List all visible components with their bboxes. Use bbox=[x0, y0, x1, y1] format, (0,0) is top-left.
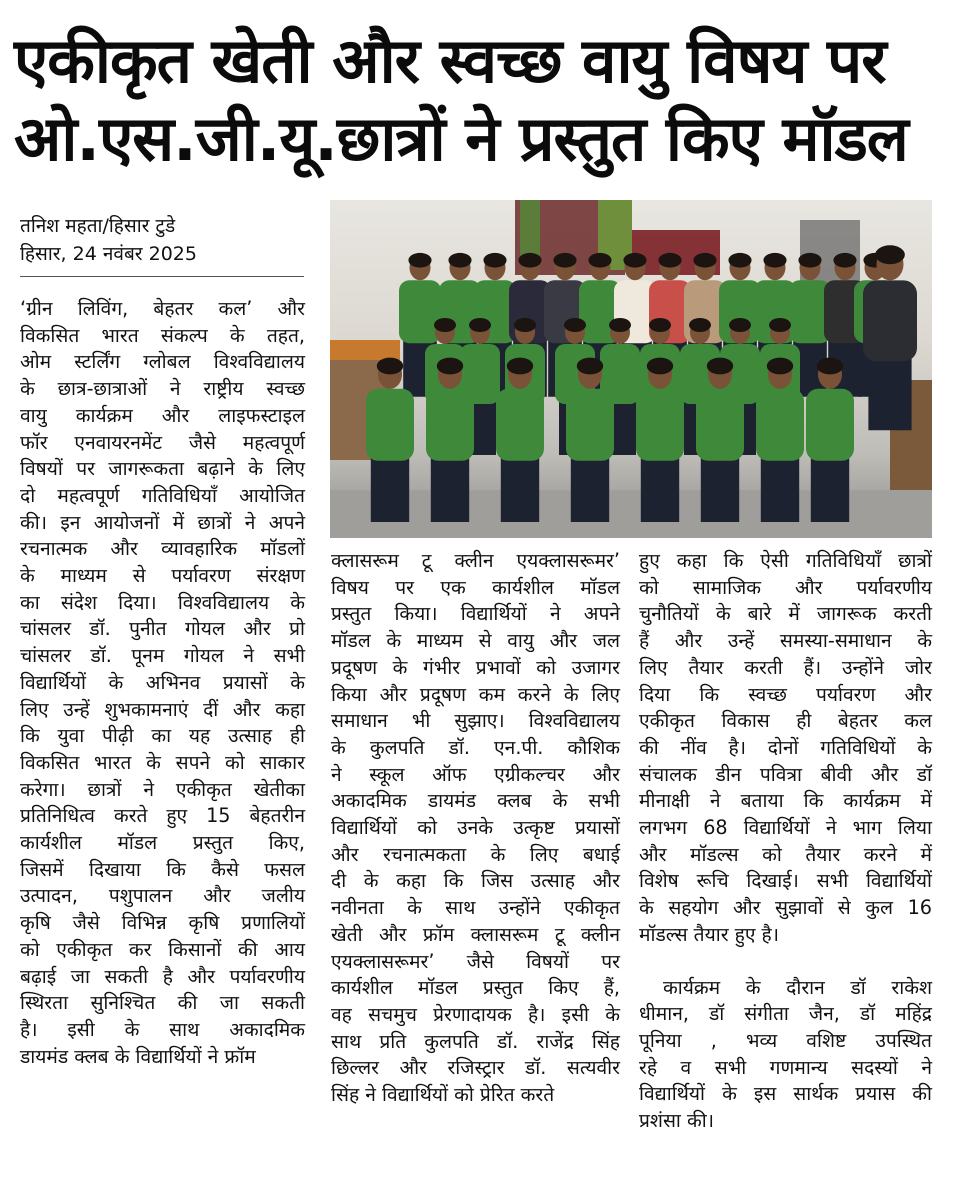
article-line: ओम स्टर्लिंग ग्लोबल विश्वविद्यालय bbox=[20, 350, 305, 374]
article-line: सिंह ने विद्यार्थियों को प्रेरित करते bbox=[331, 1083, 555, 1107]
article-line: दिया कि स्वच्छ पर्यावरण और bbox=[639, 682, 932, 706]
article-line: वायु कार्यक्रम और लाइफस्टाइल bbox=[20, 403, 305, 427]
article-line: की नींव है। दोनों गतिविधियों के bbox=[639, 735, 932, 759]
article-line: को एकीकृत कर किसानों की आय bbox=[20, 937, 305, 961]
article-line: प्रतिनिधित्व करते हुए 15 बेहतरीन bbox=[20, 804, 305, 828]
article-line: खेती और फ्रॉम क्लासरूम टू क्लीन bbox=[331, 922, 620, 946]
article-line: कार्यशील मॉडल प्रस्तुत किए हैं, bbox=[331, 976, 620, 1000]
article-column-1 bbox=[20, 296, 305, 1070]
article-line: हैं और उन्हें समस्या-समाधान के bbox=[639, 629, 932, 653]
group-photo-icon bbox=[330, 200, 932, 538]
article-line: का संदेश दिया। विश्वविद्यालय के bbox=[20, 590, 305, 614]
article-column-2 bbox=[331, 548, 620, 1109]
article-line: मॉडल्स तैयार हुए है। bbox=[639, 922, 780, 946]
article-line: बढ़ाई जा सकती है और पर्यावरणीय bbox=[20, 964, 305, 988]
article-line: को सामाजिक और पर्यावरणीय bbox=[639, 575, 932, 599]
article-line: चुनौतियों के बारे में जागरूक करती bbox=[639, 602, 932, 626]
article-line: लिए तैयार करती हैं। उन्होंने जोर bbox=[639, 655, 932, 679]
article-line: के कुलपति डॉ. एन.पी. कौशिक bbox=[331, 735, 620, 759]
article-line: नवीनता के साथ उन्होंने एकीकृत bbox=[331, 896, 620, 920]
article-line: के सहयोग और सुझावों से कुल 16 bbox=[639, 896, 932, 920]
article-line: विकसित भारत संकल्प के तहत, bbox=[20, 323, 305, 347]
article-line: कृषि जैसे विभिन्न कृषि प्रणालियों bbox=[20, 911, 305, 935]
article-line: दी के कहा कि जिस उत्साह और bbox=[331, 869, 620, 893]
article-line: एकीकृत विकास ही बेहतर कल bbox=[639, 709, 932, 733]
group-photo bbox=[330, 200, 932, 538]
article-line: स्थिरता सुनिश्चित की जा सकती bbox=[20, 991, 305, 1015]
article-line: करेगा। छात्रों ने एकीकृत खेतीका bbox=[20, 777, 305, 801]
article-line: विद्यार्थियों के अभिनव प्रयासों के bbox=[20, 670, 305, 694]
article-line: हुए कहा कि ऐसी गतिविधियाँ छात्रों bbox=[639, 549, 932, 572]
article-line: कार्यक्रम के दौरान डॉ राकेश bbox=[663, 975, 932, 999]
article-line: साथ प्रति कुलपति डॉ. राजेंद्र सिंह bbox=[331, 1029, 620, 1053]
article-line: ने स्कूल ऑफ एग्रीकल्चर और bbox=[331, 762, 620, 786]
article-line: कि युवा पीढ़ी का यह उत्साह ही bbox=[20, 724, 305, 748]
article-line: मॉडल के माध्यम से वायु और जल bbox=[331, 629, 620, 653]
article-line: फॉर एनवायरनमेंट जैसे महत्वपूर्ण bbox=[20, 430, 305, 454]
article-line: रहे व सभी गणमान्य सदस्यों ने bbox=[639, 1055, 932, 1079]
article-line: के माध्यम से पर्यावरण संरक्षण bbox=[20, 564, 305, 588]
byline bbox=[20, 212, 305, 268]
article-line: विशेष रूचि दिखाई। सभी विद्यार्थियों bbox=[639, 869, 932, 893]
article-line: प्रस्तुत किया। विद्यार्थियों ने अपने bbox=[331, 602, 620, 626]
article-line: दो महत्वपूर्ण गतिविधियाँ आयोजित bbox=[20, 483, 305, 507]
article-line: लगभग 68 विद्यार्थियों ने भाग लिया bbox=[639, 816, 932, 840]
article-line: जिसमें दिखाया कि कैसे फसल bbox=[20, 857, 305, 881]
article-line: के छात्र-छात्राओं ने राष्ट्रीय स्वच्छ bbox=[20, 377, 305, 401]
article-line: क्लासरूम टू क्लीन एयक्लासरूमर’ bbox=[331, 549, 620, 572]
article-line: और मॉडल्स को तैयार करने में bbox=[639, 842, 932, 866]
article-line: लिए उन्हें शुभकामनाएं दीं और कहा bbox=[20, 697, 305, 721]
article-line: संचालक डीन पवित्रा बीवी और डॉ bbox=[639, 762, 932, 786]
article-line: विद्यार्थियों के इस सार्थक प्रयास की bbox=[639, 1082, 932, 1106]
article-line: चांसलर डॉ. पूनम गोयल ने सभी bbox=[20, 644, 305, 668]
article-line: विद्यार्थियों को उनके उत्कृष्ट प्रयासों bbox=[331, 816, 620, 840]
article-line: की। इन आयोजनों में छात्रों ने अपने bbox=[20, 510, 305, 534]
article-line: वह सचमुच प्रेरणादायक है। इसी के bbox=[331, 1002, 620, 1026]
article-line: विकसित भारत के सपने को साकार bbox=[20, 750, 305, 774]
headline-line-1: एकीकृत खेती और स्वच्छ वायु विषय पर bbox=[14, 24, 886, 97]
article-line: चांसलर डॉ. पुनीत गोयल और प्रो bbox=[20, 617, 305, 641]
article-line: अकादमिक डायमंड क्लब के सभी bbox=[331, 789, 620, 813]
article-line: प्रदूषण के गंभीर प्रभावों को उजागर bbox=[331, 655, 620, 679]
article-line: ‘ग्रीन लिविंग, बेहतर कल’ और bbox=[20, 297, 305, 320]
byline-dateline: हिसार, 24 नवंबर 2025 bbox=[20, 243, 197, 265]
article-line: एयक्लासरूमर’ जैसे विषयों पर bbox=[331, 949, 620, 973]
article-line: और रचनात्मकता के लिए बधाई bbox=[331, 842, 620, 866]
article-line: मीनाक्षी ने बताया कि कार्यक्रम में bbox=[639, 789, 932, 813]
article-line: समाधान भी सुझाए। विश्वविद्यालय bbox=[331, 709, 620, 733]
byline-divider bbox=[20, 276, 304, 277]
article-line: विषयों पर जागरूकता बढ़ाने के लिए bbox=[20, 457, 305, 481]
article-line: कार्यशील मॉडल प्रस्तुत किए, bbox=[20, 831, 305, 855]
article-line: डायमंड क्लब के विद्यार्थियों ने फ्रॉम bbox=[20, 1044, 256, 1068]
article-line: है। इसी के साथ अकादमिक bbox=[20, 1017, 305, 1041]
article-line: धीमान, डॉ संगीता जैन, डॉ महिंद्र bbox=[639, 1002, 932, 1026]
headline bbox=[14, 22, 949, 178]
headline-line-2: ओ.एस.जी.यू.छात्रों ने प्रस्तुत किए मॉडल bbox=[14, 102, 908, 175]
article-line: पूनिया , भव्य वशिष्ट उपस्थित bbox=[639, 1028, 932, 1052]
article-line: रचनात्मक और व्यावहारिक मॉडलों bbox=[20, 537, 305, 561]
article-line: छिल्लर और रजिस्ट्रार डॉ. सत्यवीर bbox=[331, 1056, 620, 1080]
article-line: किया और प्रदूषण कम करने के लिए bbox=[331, 682, 620, 706]
article-line: विषय पर एक कार्यशील मॉडल bbox=[331, 575, 620, 599]
byline-author: तनिश महता/हिसार टुडे bbox=[20, 215, 176, 237]
article-column-3 bbox=[639, 548, 932, 1135]
article-line: उत्पादन, पशुपालन और जलीय bbox=[20, 884, 305, 908]
article-line: प्रशंसा की। bbox=[639, 1109, 714, 1133]
